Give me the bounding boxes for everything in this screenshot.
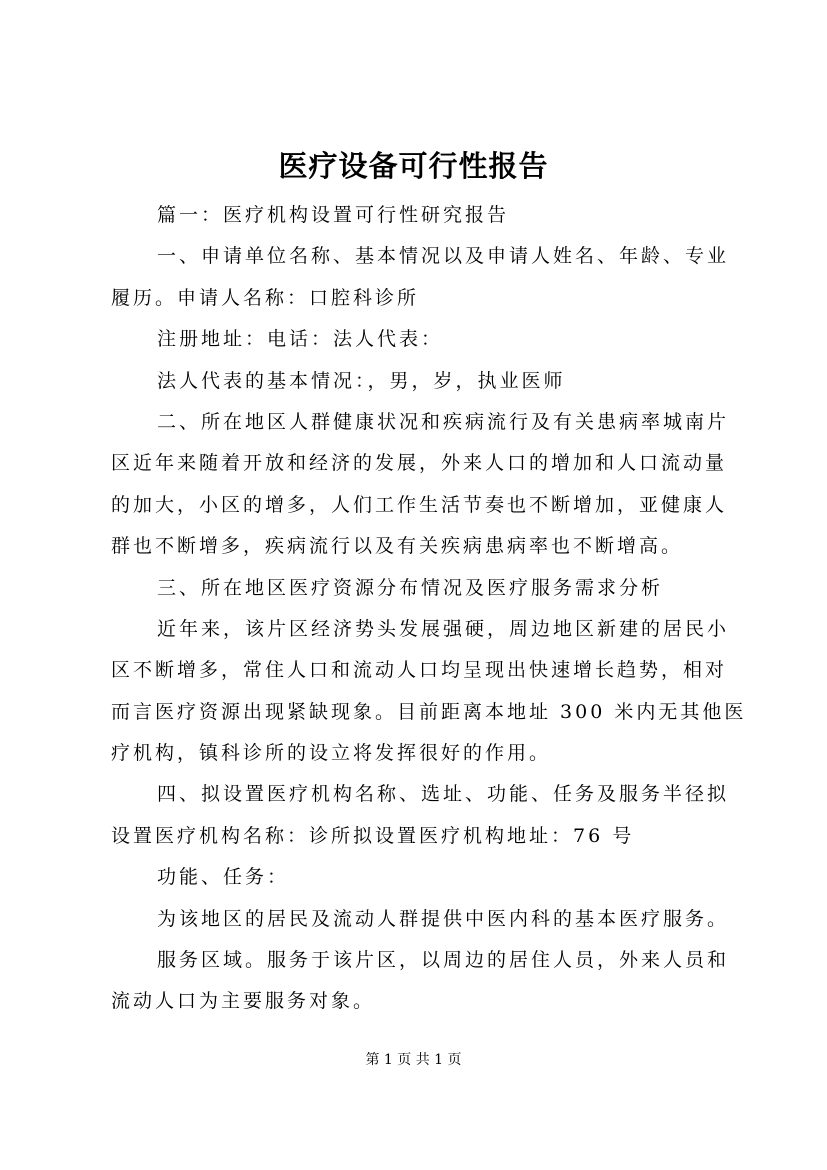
body-line: 三、所在地区医疗资源分布情况及医疗服务需求分析	[157, 576, 664, 599]
body-line: 功能、任务：	[157, 866, 290, 889]
body-line: 流动人口为主要服务对象。	[111, 990, 376, 1013]
body-line: 服务区域。服务于该片区，以周边的居住人员，外来人员和	[157, 949, 730, 972]
body-line: 法人代表的基本情况：，男，岁，执业医师	[157, 369, 566, 392]
body-line: 区不断增多，常住人口和流动人口均呈现出快速增长趋势，相对	[111, 659, 728, 682]
body-line: 二、所在地区人群健康状况和疾病流行及有关患病率城南片	[157, 410, 730, 433]
body-line: 疗机构，镇科诊所的设立将发挥很好的作用。	[111, 742, 552, 765]
body-line: 为该地区的居民及流动人群提供中医内科的基本医疗服务。	[157, 907, 730, 930]
page-number-footer: 第 1 页 共 1 页	[365, 1052, 462, 1068]
body-line: 履历。申请人名称：口腔科诊所	[111, 286, 420, 309]
body-line: 的加大，小区的增多，人们工作生活节奏也不断增加，亚健康人	[111, 493, 728, 516]
body-line: 而言医疗资源出现紧缺现象。目前距离本地址 300 米内无其他医	[111, 700, 747, 723]
body-line: 注册地址：电话：法人代表：	[157, 328, 444, 351]
body-line: 近年来，该片区经济势头发展强硬，周边地区新建的居民小	[157, 617, 730, 640]
document-title: 医疗设备可行性报告	[278, 149, 549, 183]
body-line: 群也不断增多，疾病流行以及有关疾病患病率也不断增高。	[111, 535, 684, 558]
body-line: 设置医疗机构名称：诊所拟设置医疗机构地址：76 号	[111, 824, 635, 847]
body-line: 四、拟设置医疗机构名称、选址、功能、任务及服务半径拟	[157, 783, 730, 806]
body-line: 一、申请单位名称、基本情况以及申请人姓名、年龄、专业	[157, 245, 730, 268]
document-body	[111, 195, 747, 1023]
body-line: 篇一：医疗机构设置可行性研究报告	[157, 204, 510, 226]
body-line: 区近年来随着开放和经济的发展，外来人口的增加和人口流动量	[111, 452, 728, 475]
